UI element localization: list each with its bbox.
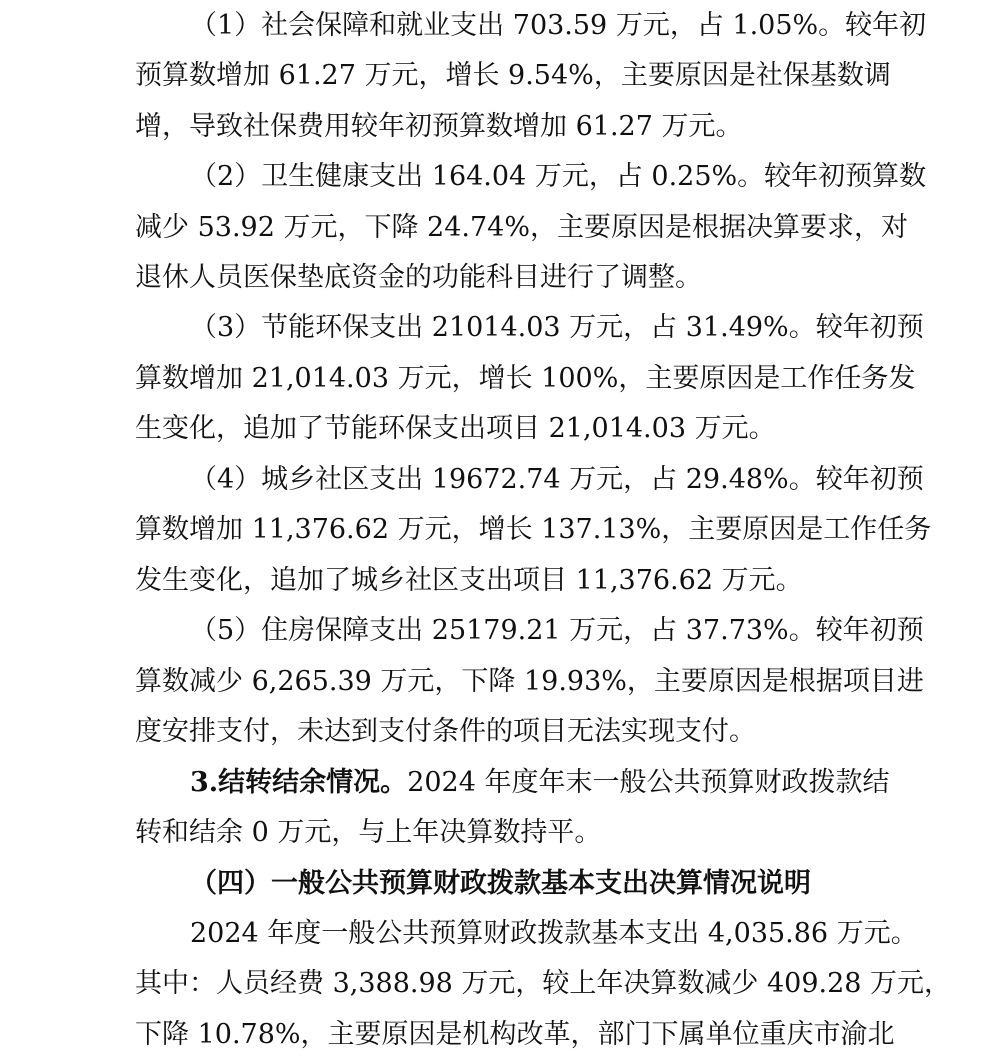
para-2-line-2: 减少 53.92 万元，下降 24.74%，主要原因是根据决算要求，对 xyxy=(135,212,908,243)
para-5-line-3: 度安排支付，未达到支付条件的项目无法实现支付。 xyxy=(135,716,756,747)
para-5-line-1: （5）住房保障支出 25179.21 万元，占 37.73%。较年初预 xyxy=(190,615,924,646)
section-3-heading: 3.结转结余情况。 xyxy=(190,767,408,798)
para-1-line-2: 预算数增加 61.27 万元，增长 9.54%，主要原因是社保基数调 xyxy=(135,60,891,91)
section-3-line-2: 转和结余 0 万元，与上年决算数持平。 xyxy=(135,817,602,848)
para-6-line-1: 2024 年度一般公共预算财政拨款基本支出 4,035.86 万元。 xyxy=(190,918,918,949)
section-3-text: 2024 年度年末一般公共预算财政拨款结 xyxy=(407,767,890,798)
para-6-line-2: 其中：人员经费 3,388.98 万元，较上年决算数减少 409.28 万元， xyxy=(135,968,952,999)
para-3-line-2: 算数增加 21,014.03 万元，增长 100%，主要原因是工作任务发 xyxy=(135,363,916,394)
para-1-line-3: 增，导致社保费用较年初预算数增加 61.27 万元。 xyxy=(135,111,743,142)
para-4-line-3: 发生变化，追加了城乡社区支出项目 11,376.62 万元。 xyxy=(135,565,803,596)
para-6-line-3: 下降 10.78%，主要原因是机构改革，部门下属单位重庆市渝北 xyxy=(135,1019,895,1050)
para-4-line-1: （4）城乡社区支出 19672.74 万元，占 29.48%。较年初预 xyxy=(190,464,924,495)
para-1-line-1: （1）社会保障和就业支出 703.59 万元，占 1.05%。较年初 xyxy=(190,10,927,41)
para-3-line-3: 生变化，追加了节能环保支出项目 21,014.03 万元。 xyxy=(135,413,776,444)
para-3-line-1: （3）节能环保支出 21014.03 万元，占 31.49%。较年初预 xyxy=(190,312,924,343)
para-2-line-1: （2）卫生健康支出 164.04 万元，占 0.25%。较年初预算数 xyxy=(190,161,927,192)
para-4-line-2: 算数增加 11,376.62 万元，增长 137.13%，主要原因是工作任务 xyxy=(135,514,932,545)
para-5-line-2: 算数减少 6,265.39 万元，下降 19.93%，主要原因是根据项目进 xyxy=(135,666,924,697)
subsection-4-heading: （四）一般公共预算财政拨款基本支出决算情况说明 xyxy=(190,868,811,899)
para-2-line-3: 退休人员医保垫底资金的功能科目进行了调整。 xyxy=(135,262,702,293)
section-3-line-1 xyxy=(190,765,890,801)
